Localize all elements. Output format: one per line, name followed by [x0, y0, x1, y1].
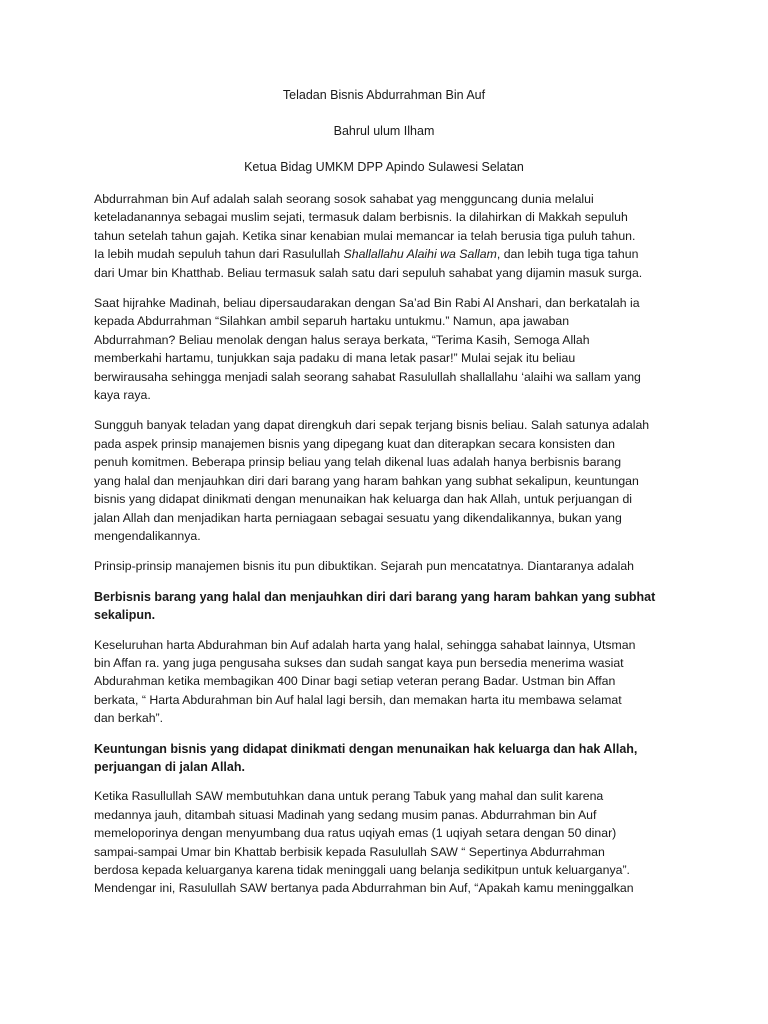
text-line: dari Umar bin Khatthab. Beliau termasuk salah satu dari sepuluh sahabat yang dijamin masuk surga.: [94, 265, 643, 280]
document-body: [94, 86, 674, 910]
text-line: Abdurahman ketika membagikan 400 Dinar bagi setiap veteran perang Badar. Ustman bin Affan: [94, 674, 616, 689]
text-line: Sungguh banyak teladan yang dapat direngkuh dari sepak terjang bisnis beliau. Salah satunya adalah: [94, 418, 650, 433]
text-line: sampai-sampai Umar bin Khattab berbisik kepada Rasulullah SAW “ Sepertinya Abdurrahman: [94, 844, 605, 859]
paragraph-intro: [94, 190, 674, 282]
text-line: penuh komitmen. Beberapa prinsip beliau yang telah dikenal luas adalah hanya berbisnis barang: [94, 455, 622, 470]
author-name: Bahrul ulum Ilham: [333, 124, 435, 138]
heading-line: sekalipun.: [94, 608, 156, 623]
italic-honorific: Shallallahu Alaihi wa Sallam: [343, 247, 497, 262]
heading-line: Keuntungan bisnis yang didapat dinikmati dengan menunaikan hak keluarga dan hak Allah,: [94, 741, 638, 756]
text-line: yang halal dan menjauhkan diri dari barang yang haram bahkan yang subhat sekalipun, keuntungan: [94, 473, 639, 488]
paragraph-tabuk: [94, 787, 674, 897]
heading-line: Berbisnis barang yang halal dan menjauhkan diri dari barang yang haram bahkan yang subhat: [94, 589, 656, 604]
paragraph-halal-wealth: [94, 636, 674, 728]
text-line: Keseluruhan harta Abdurahman bin Auf adalah harta yang halal, sehingga sahabat lainnya, Utsman: [94, 637, 636, 652]
text-line: kaya raya.: [94, 388, 151, 403]
text-line: Saat hijrahke Madinah, beliau dipersaudarakan dengan Sa’ad Bin Rabi Al Anshari, dan berkatalah ia: [94, 296, 640, 311]
paragraph-principles: [94, 416, 674, 545]
text-line: tahun setelah tahun gajah. Ketika sinar kenabian mulai memancar ia telah berusia tiga puluh tahun.: [94, 228, 636, 243]
section-heading-halal: [94, 588, 674, 625]
text-line: berwirausaha sehingga menjadi salah seorang sahabat Rasulullah shallallahu ‘alaihi wa sallam yang: [94, 369, 641, 384]
paragraph-hijrah: [94, 294, 674, 404]
text-line: Prinsip-prinsip manajemen bisnis itu pun dibuktikan. Sejarah pun mencatatnya. Diantaranya adalah: [94, 559, 635, 574]
text-line: berkata, “ Harta Abdurahman bin Auf halal lagi bersih, dan memakan harta itu membawa selamat: [94, 692, 622, 707]
text-line: Mendengar ini, Rasulullah SAW bertanya pada Abdurrahman bin Auf, “Apakah kamu meninggalkan: [94, 881, 634, 896]
text-segment: Ia lebih mudah sepuluh tahun dari Rasulullah: [94, 247, 344, 262]
text-line: memberkahi hartamu, tunjukkan saja padaku di mana letak pasar!” Mulai sejak itu beliau: [94, 351, 576, 366]
text-line: Abdurrahman bin Auf adalah salah seorang sosok sahabat yag mengguncang dunia melalui: [94, 192, 594, 206]
paragraph-transition: [94, 557, 674, 575]
text-line: jalan Allah dan menjadikan harta perniagaan sebagai sesuatu yang dikendalikannya, bukan yang: [94, 510, 622, 525]
document-title: Teladan Bisnis Abdurrahman Bin Auf: [282, 88, 486, 102]
text-line: pada aspek prinsip manajemen bisnis yang dipegang kuat dan diterapkan secara konsisten dan: [94, 436, 615, 451]
text-line: medannya jauh, ditambah situasi Madinah yang sedang musim panas. Abdurrahman bin Auf: [94, 807, 597, 822]
author-position: Ketua Bidag UMKM DPP Apindo Sulawesi Selatan: [244, 160, 524, 174]
text-segment: , dan lebih tuga tiga tahun: [496, 247, 639, 262]
text-line: berdosa kepada keluarganya karena tidak meninggali uang belanja sedikitpun untuk keluarganya”.: [94, 863, 630, 877]
text-line: dan berkah”.: [94, 711, 164, 726]
text-line: Ketika Rasullullah SAW membutuhkan dana untuk perang Tabuk yang mahal dan sulit karena: [94, 789, 604, 804]
section-heading-profit: [94, 740, 674, 777]
text-line: bisnis yang didapat dinikmati dengan menunaikan hak keluarga dan hak Allah, untuk perjuangan di: [94, 492, 633, 507]
text-line: keteladanannya sebagai muslim sejati, termasuk dalam berbisnis. Ia dilahirkan di Makkah sepuluh: [94, 210, 628, 225]
text-line: Abdurrahman? Beliau menolak dengan halus seraya berkata, “Terima Kasih, Semoga Allah: [94, 332, 590, 347]
text-line: [94, 245, 674, 263]
text-line: bin Affan ra. yang juga pengusaha sukses dan sudah sangat kaya pun bersedia menerima wasiat: [94, 655, 624, 670]
text-line: kepada Abdurrahman “Silahkan ambil separuh hartaku untukmu.” Namun, apa jawaban: [94, 314, 570, 329]
text-line: mengendalikannya.: [94, 528, 201, 543]
heading-line: perjuangan di jalan Allah.: [94, 759, 245, 774]
text-line: memeloporinya dengan menyumbang dua ratus uqiyah emas (1 uqiyah setara dengan 50 dinar): [94, 826, 617, 841]
